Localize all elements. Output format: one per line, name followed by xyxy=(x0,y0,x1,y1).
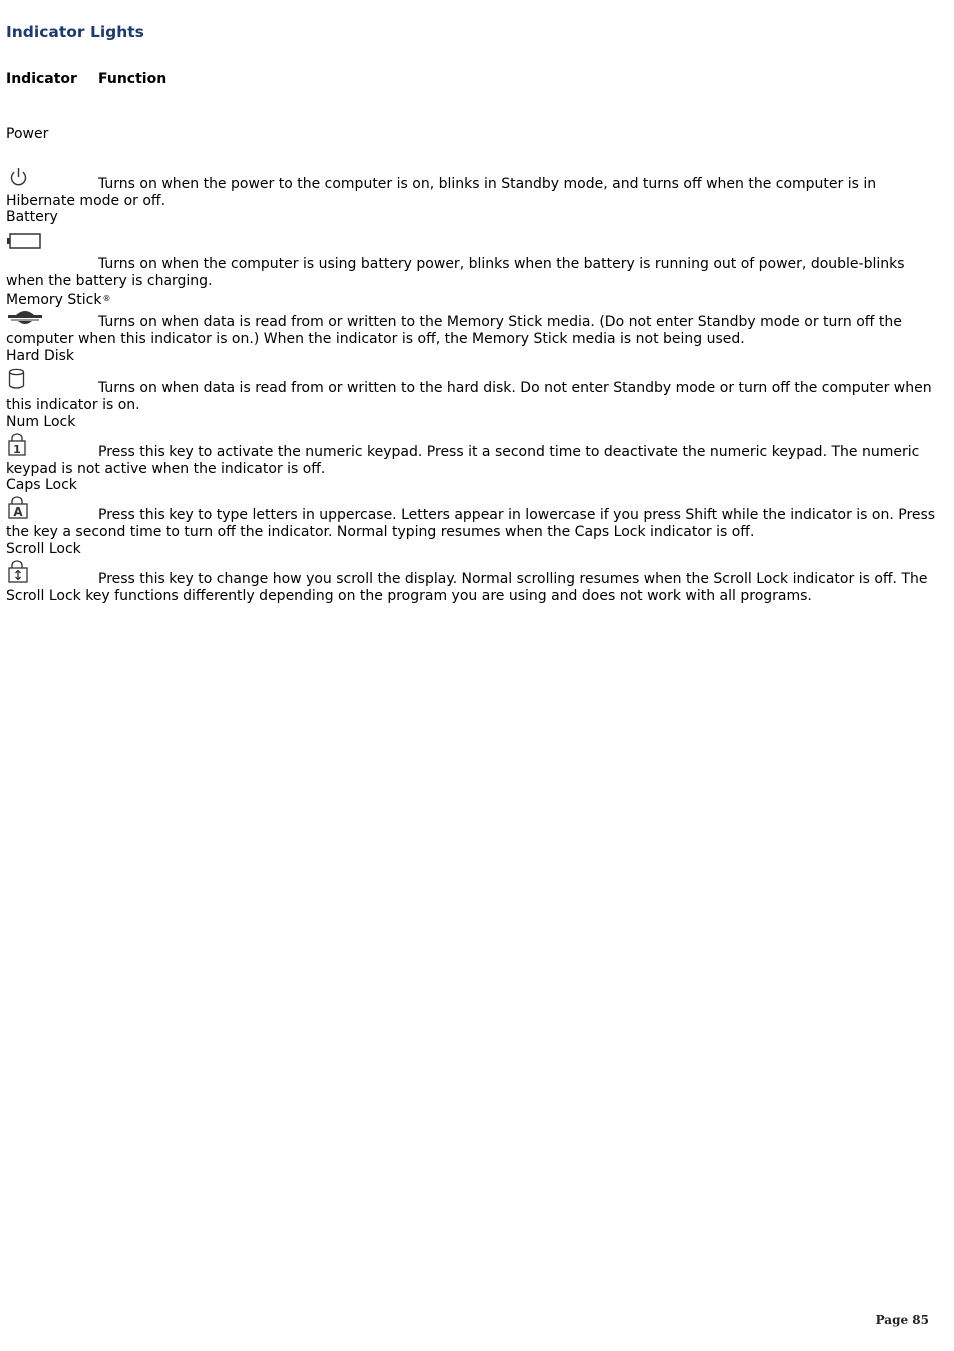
indicator-description-num-lock: Press this key to activate the numeric keypad. Press it a second time to deactivate the numeric keypad. The numeric keypad is not active when the indicator is off. xyxy=(6,444,920,477)
svg-text:1: 1 xyxy=(13,443,21,456)
indicator-description-caps-lock: Press this key to type letters in uppercase. Letters appear in lowercase if you press Shift while the indicator is on. Press the key a second time to turn off the indicator. Normal typing resumes when the Caps Lock indicator is off. xyxy=(6,507,936,540)
indicator-description-scroll-lock: Press this key to change how you scroll the display. Normal scrolling resumes when the Scroll Lock indicator is off. The Scroll Lock key functions differently depending on the program you are using and does not work with all programs. xyxy=(6,571,928,604)
indicator-label-battery: Battery xyxy=(6,209,58,225)
svg-text:A: A xyxy=(13,505,23,519)
indicator-label-power: Power xyxy=(6,126,49,142)
battery-icon xyxy=(6,230,42,254)
indicator-description-power: Turns on when the power to the computer is on, blinks in Standby mode, and turns off when the computer is in Hibernate mode or off. xyxy=(6,176,877,209)
indicator-label-scroll-lock: Scroll Lock xyxy=(6,541,81,557)
column-header-function: Function xyxy=(98,71,167,87)
indicator-description-battery: Turns on when the computer is using battery power, blinks when the battery is running out of power, double-blinks when the battery is charging. xyxy=(6,256,905,289)
registered-mark: ® xyxy=(102,294,111,303)
page-title: Indicator Lights xyxy=(6,23,144,41)
indicator-label-memory-stick-text: Memory Stick xyxy=(6,292,102,308)
indicator-label-caps-lock: Caps Lock xyxy=(6,477,77,493)
indicator-label-hard-disk: Hard Disk xyxy=(6,348,75,364)
indicator-description-memory-stick: Turns on when data is read from or written to the Memory Stick media. (Do not enter Standby mode or turn off the computer when this indicator is on.) When the indicator is off, the Memory Stick media is not being used. xyxy=(6,314,902,347)
indicator-description-hard-disk: Turns on when data is read from or written to the hard disk. Do not enter Standby mode or turn off the computer when this indicator is on. xyxy=(6,380,932,413)
page-number: Page 85 xyxy=(875,1313,929,1327)
indicator-label-num-lock: Num Lock xyxy=(6,414,76,430)
column-header-indicator: Indicator xyxy=(6,71,77,87)
